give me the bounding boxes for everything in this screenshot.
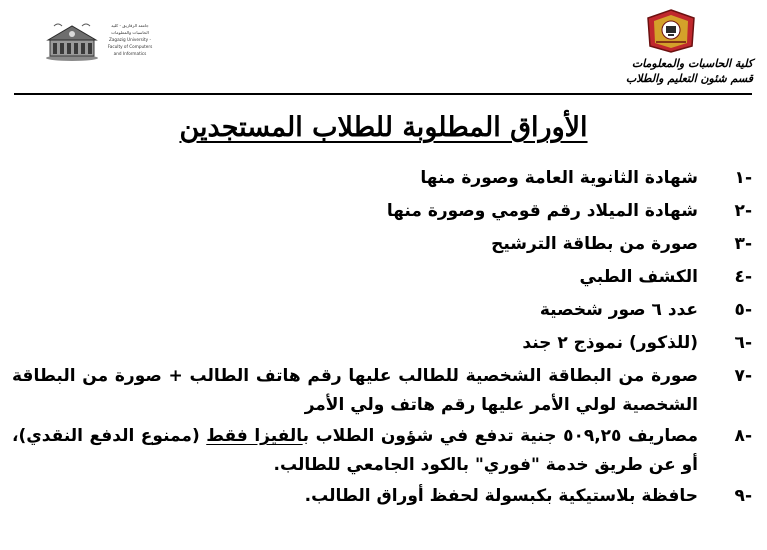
item-number: -٣ [734, 234, 752, 254]
requirements-list [12, 162, 756, 513]
list-item [12, 228, 756, 261]
list-item [12, 360, 756, 420]
list-item [12, 294, 756, 327]
list-item [12, 195, 756, 228]
item-number: -٩ [734, 486, 752, 506]
item-number: -٢ [734, 201, 752, 221]
item-text: صورة من البطاقة الشخصية للطالب عليها رقم هاتف الطالب + صورة من البطاقة الشخصية لولي الأمر عليها رقم هاتف ولي الأمر [12, 366, 698, 415]
list-item [12, 327, 756, 360]
item-number: -٨ [734, 426, 752, 446]
item-text: شهادة الثانوية العامة وصورة منها [420, 168, 698, 188]
fees-text: مصاريف ٥٠٩,٢٥ جنية تدفع في شؤون الطلاب ب [302, 426, 698, 446]
item-text: الكشف الطبي [579, 267, 698, 287]
item-text: شهادة الميلاد رقم قومي وصورة منها [386, 201, 698, 221]
university-building-emblem-icon [44, 20, 100, 62]
item-number: -٥ [734, 300, 752, 320]
list-item [12, 480, 756, 513]
item-number: -١ [734, 168, 752, 188]
item-number: -٧ [734, 366, 752, 386]
header-divider [14, 93, 752, 95]
faculty-name: كلية الحاسبات والمعلومات [631, 57, 753, 70]
item-number: -٤ [734, 267, 752, 287]
item-text: حافظة بلاستيكية بكبسولة لحفظ أوراق الطالب. [304, 486, 698, 506]
university-caption-arabic: جامعة الزقازيق - كلية الحاسبات والمعلومات [111, 23, 149, 35]
item-text [12, 420, 698, 480]
faculty-header-text [583, 56, 753, 86]
item-text: (للذكور) نموذج ٢ جند [522, 333, 698, 353]
visa-only-text: الفيزا فقط [206, 426, 303, 446]
item-text: عدد ٦ صور شخصية [539, 300, 698, 320]
list-item [12, 420, 756, 480]
faculty-emblem-icon [642, 8, 700, 54]
page-title: الأوراق المطلوبة للطلاب المستجدين [179, 112, 588, 143]
item-number: -٦ [734, 333, 752, 353]
department-name: قسم شئون التعليم والطلاب [625, 72, 753, 85]
list-item [12, 162, 756, 195]
fees-payment-text: (ممنوع الدفع النقدي)، أو عن طريق خدمة "فوري" بالكود الجامعي للطالب. [12, 426, 698, 475]
item-text: صورة من بطاقة الترشيح [491, 234, 698, 254]
university-caption-english: Zagazig University - Faculty of Computers and Informatics [107, 37, 153, 56]
list-item [12, 261, 756, 294]
university-caption [104, 22, 156, 57]
